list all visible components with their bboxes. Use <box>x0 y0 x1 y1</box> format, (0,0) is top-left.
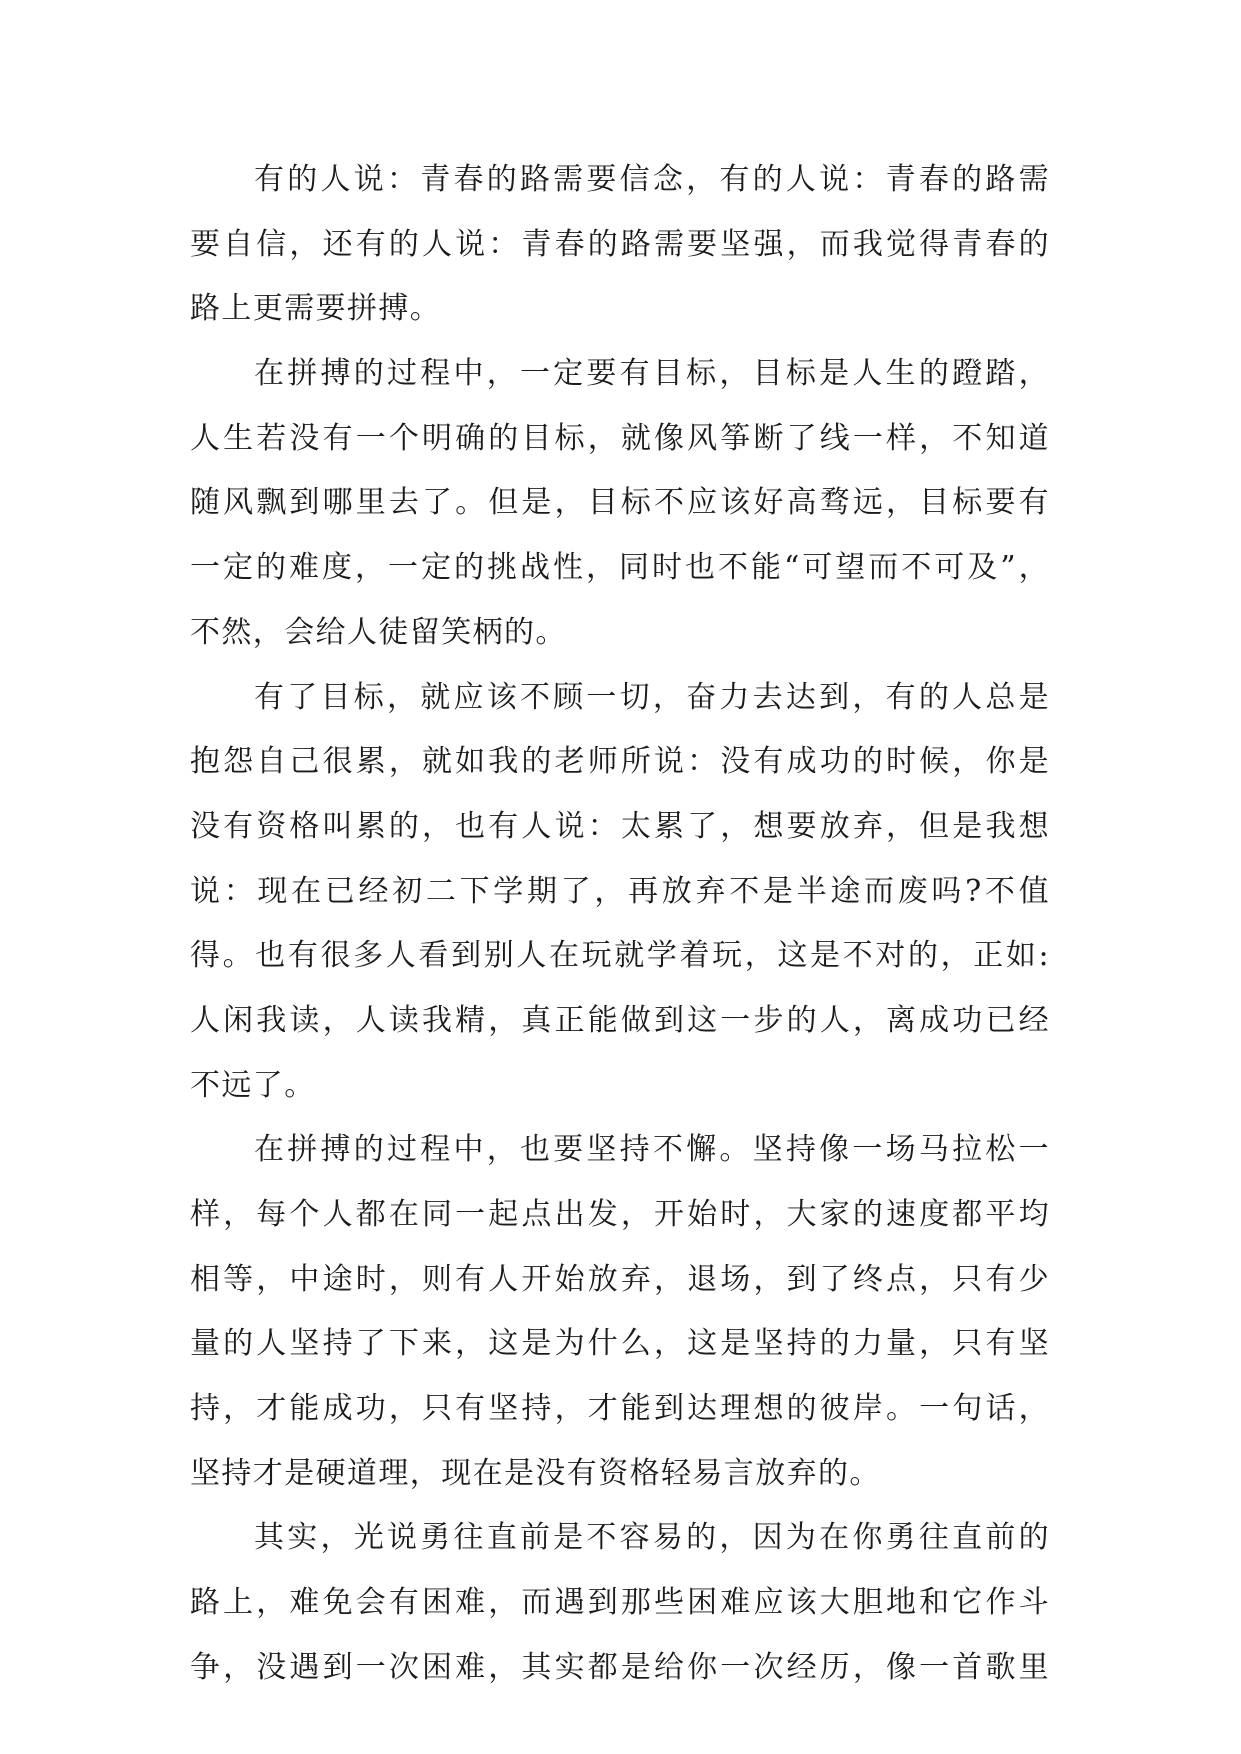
text-line: 得。也有很多人看到别人在玩就学着玩，这是不对的，正如: <box>190 938 1050 974</box>
text-line: 人生若没有一个明确的目标，就像风筝断了线一样，不知道 <box>190 420 1050 456</box>
text-line: 相等，中途时，则有人开始放弃，退场，到了终点，只有少 <box>190 1261 1050 1297</box>
text-line: 不然，会给人徒留笑柄的。 <box>190 614 567 650</box>
text-line: 说：现在已经初二下学期了，再放弃不是半途而废吗?不值 <box>190 873 1050 909</box>
text-line: 没有资格叫累的，也有人说：太累了，想要放弃，但是我想 <box>190 808 1050 844</box>
text-line: 路上更需要拼搏。 <box>190 291 442 327</box>
text-line: 持，才能成功，只有坚持，才能到达理想的彼岸。一句话， <box>190 1391 1050 1427</box>
text-line: 随风飘到哪里去了。但是，目标不应该好高骛远，目标要有 <box>190 485 1050 521</box>
text-line: 在拼搏的过程中，一定要有目标，目标是人生的蹬踏， <box>254 356 1050 392</box>
text-line: 其实，光说勇往直前是不容易的，因为在你勇往直前的 <box>254 1520 1050 1556</box>
text-line: 样，每个人都在同一起点出发，开始时，大家的速度都平均 <box>190 1197 1050 1232</box>
text-line: 有的人说：青春的路需要信念，有的人说：青春的路需 <box>254 162 1050 197</box>
text-line: 要自信，还有的人说：青春的路需要坚强，而我觉得青春的 <box>190 226 1050 262</box>
text-line: 人闲我读，人读我精，真正能做到这一步的人，离成功已经 <box>190 1002 1050 1038</box>
text-line: 在拼搏的过程中，也要坚持不懈。坚持像一场马拉松一 <box>254 1132 1050 1168</box>
text-line: 抱怨自己很累，就如我的老师所说：没有成功的时候，你是 <box>190 744 1050 780</box>
text-line: 不远了。 <box>190 1067 316 1103</box>
text-line: 量的人坚持了下来，这是为什么，这是坚持的力量，只有坚 <box>190 1326 1050 1362</box>
text-line: 有了目标，就应该不顾一切，奋力去达到，有的人总是 <box>254 679 1050 715</box>
text-line: 争，没遇到一次困难，其实都是给你一次经历，像一首歌里 <box>190 1649 1050 1685</box>
text-line: 路上，难免会有困难，而遇到那些困难应该大胆地和它作斗 <box>190 1585 1050 1621</box>
body-text <box>190 148 1050 1701</box>
text-line: 一定的难度，一定的挑战性，同时也不能“可望而不可及”， <box>190 550 1050 586</box>
text-line: 坚持才是硬道理，现在是没有资格轻易言放弃的。 <box>190 1455 881 1491</box>
